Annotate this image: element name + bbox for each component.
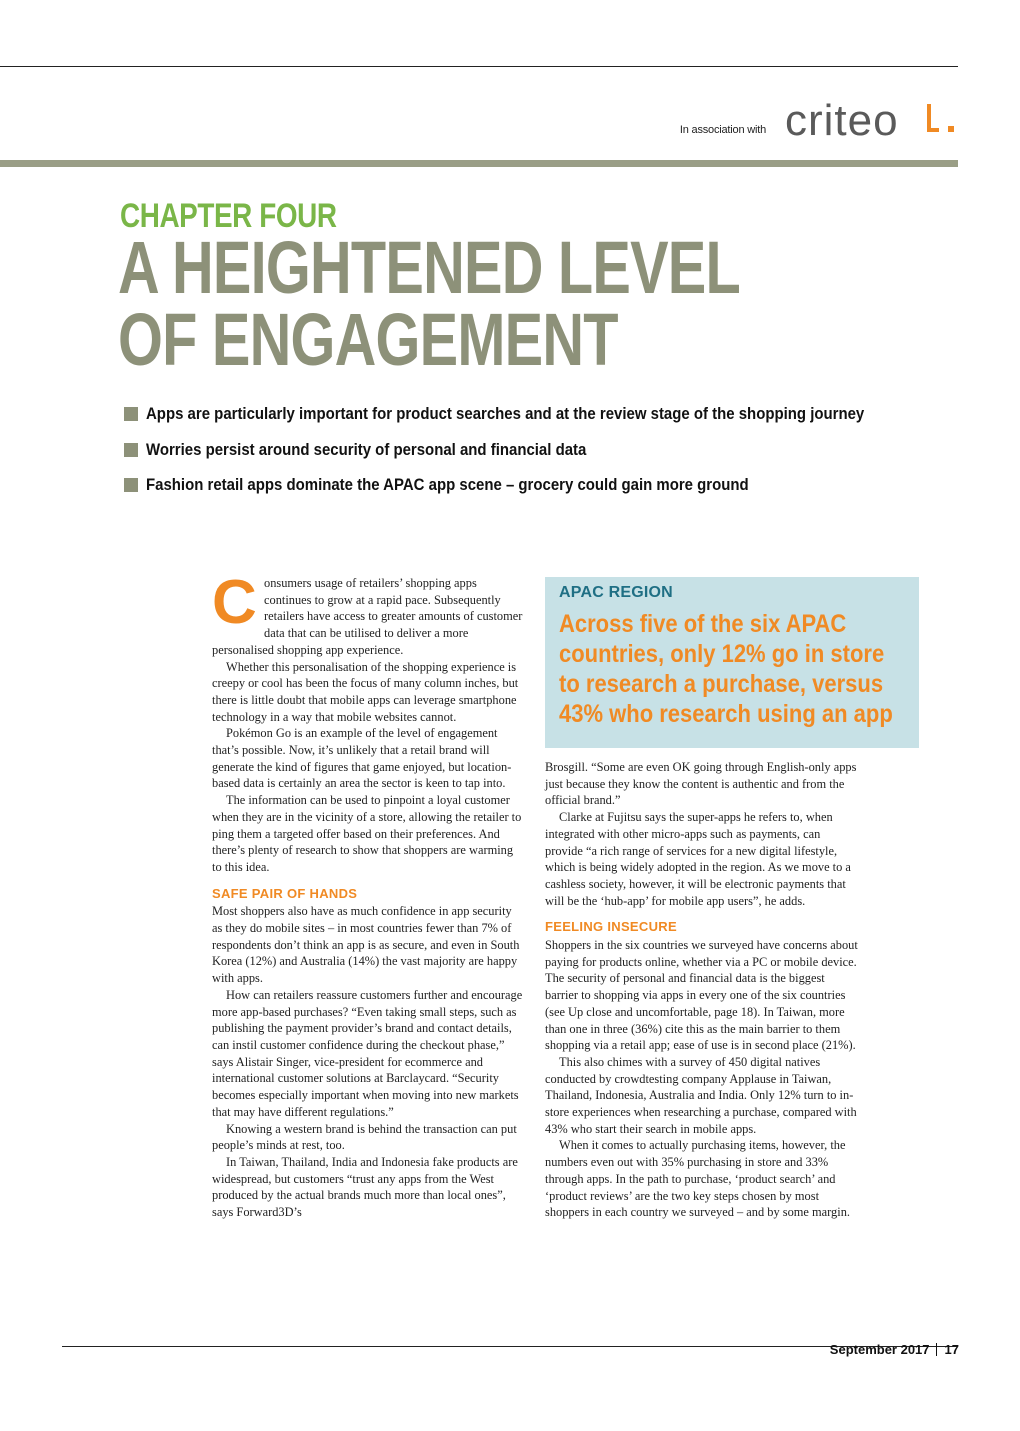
header-band (0, 160, 958, 167)
issue-date: September 2017 (829, 1342, 930, 1357)
headline-line-2: OF ENGAGEMENT (118, 298, 618, 381)
bullet-item (124, 402, 924, 426)
body-paragraph: Whether this personalisation of the shopping experience is creepy or cool has been the focus of many column inches, but there is little doubt that mobile apps can leverage smartphone technology in a way that mobile websites cannot. (212, 659, 519, 724)
drop-cap: C (212, 568, 257, 637)
logo-dot-icon (948, 126, 954, 132)
body-paragraph: When it comes to actually purchasing items, however, the numbers even out with 35% purchasing in store and 33% through apps. In the path to purchase, ‘product search’ and ‘product reviews’ are the two key steps chosen by most shoppers in each country we surveyed – and by some margin. (545, 1138, 850, 1220)
callout-quote: Across five of the six APAC countries, only 12% go in store to research a purchase, versus 43% who research using an app (559, 610, 893, 728)
body-paragraph: Brosgill. “Some are even OK going through English-only apps just because they know the content is authentic and from the official brand.” (545, 760, 857, 808)
apac-callout-box (545, 577, 919, 748)
subheading-safe-pair-of-hands: SAFE PAIR OF HANDS (212, 885, 358, 901)
bullet-text: Apps are particularly important for product searches and at the review stage of the shopping journey (146, 404, 865, 423)
body-paragraph: Shoppers in the six countries we surveyed have concerns about paying for products online, whether via a PC or mobile device. The security of personal and financial data is the biggest barrier to shopping via apps in every one of the six countries (see Up close and uncomfortable, page 18). In Taiwan, more than one in three (36%) cite this as the main barrier to them shopping via a retail app; ease of use is in second place (21%). (545, 938, 858, 1053)
body-paragraph: Clarke at Fujitsu says the super-apps he refers to, when integrated with other micro-apps such as payments, can provide “a rich range of services for a new digital lifestyle, which is being widely adopted in the region. As we move to a cashless society, however, it will be electronic payments that will be the ‘hub-app’ for mobile app users”, he adds. (545, 810, 851, 908)
key-points (124, 402, 924, 509)
article-column-2 (545, 759, 859, 1221)
callout-kicker: APAC REGION (559, 584, 673, 601)
association-label: In association with (679, 124, 766, 136)
logo-bracket-icon (927, 104, 939, 132)
subheading-feeling-insecure: FEELING INSECURE (545, 919, 677, 935)
footer-divider (936, 1343, 937, 1356)
body-paragraph: This also chimes with a survey of 450 digital natives conducted by crowdtesting company Applause in Taiwan, Thailand, Indonesia, Australia and India. Only 12% turn to in-store experiences when researching a purchase, compared with 43% who start their search in mobile apps. (545, 1054, 857, 1136)
page-number: 17 (944, 1342, 959, 1357)
page-footer (830, 1342, 959, 1358)
bullet-item (124, 473, 924, 497)
logo-wordmark: criteo (785, 96, 899, 145)
body-paragraph: Pokémon Go is an example of the level of engagement that’s possible. Now, it’s unlikely that a retail brand will generate the kind of figures that game enjoyed, but location-based data is certainly an area the sector is keen to tap into. (212, 726, 512, 791)
square-bullet-icon (124, 478, 138, 492)
body-paragraph: Most shoppers also have as much confidence in app security as they do mobile sites – in most countries fewer than 7% of respondents don’t think an app is as secure, and even in South Korea (12%) and Australia (14%) the vast majority are happy with apps. (212, 904, 520, 986)
bullet-text: Fashion retail apps dominate the APAC app scene – grocery could gain more ground (146, 475, 749, 494)
chapter-label: CHAPTER FOUR (120, 197, 337, 235)
body-paragraph: The information can be used to pinpoint a loyal customer when they are in the vicinity of a store, allowing the retailer to ping them a targeted offer based on their preferences. And there’s plenty of research to show that shoppers are warming to this idea. (212, 793, 522, 874)
bottom-rule (62, 1346, 958, 1347)
bullet-item (124, 438, 924, 462)
square-bullet-icon (124, 443, 138, 457)
intro-paragraph (212, 568, 524, 659)
criteo-logo (785, 96, 960, 146)
page-title (118, 226, 741, 381)
body-paragraph: How can retailers reassure customers further and encourage more app-based purchases? “Even taking small steps, such as publishing the payment provider’s brand and contact details, can instil customer confidence during the checkout phase,” says Alistair Singer, vice-president for ecommerce and international customer solutions at Barclaycard. “Security becomes especially important when moving into new markets that may have different regulations.” (212, 987, 523, 1119)
article-column-1 (212, 568, 524, 1221)
body-paragraph: In Taiwan, Thailand, India and Indonesia fake products are widespread, but customers “trust any apps from the West produced by the actual brands much more than local ones”, says Forward3D’s (212, 1154, 518, 1220)
headline-line-1: A HEIGHTENED LEVEL (118, 226, 741, 309)
body-paragraph: Knowing a western brand is behind the transaction can put people’s minds at rest, too. (212, 1121, 517, 1153)
top-rule (0, 66, 958, 67)
square-bullet-icon (124, 407, 138, 421)
bullet-text: Worries persist around security of personal and financial data (146, 439, 587, 459)
intro-text: onsumers usage of retailers’ shopping apps continues to grow at a rapid pace. Subsequently retailers have access to greater amounts of customer data that can be utilised to deliver a more personalised shopping app experience. (212, 576, 523, 657)
